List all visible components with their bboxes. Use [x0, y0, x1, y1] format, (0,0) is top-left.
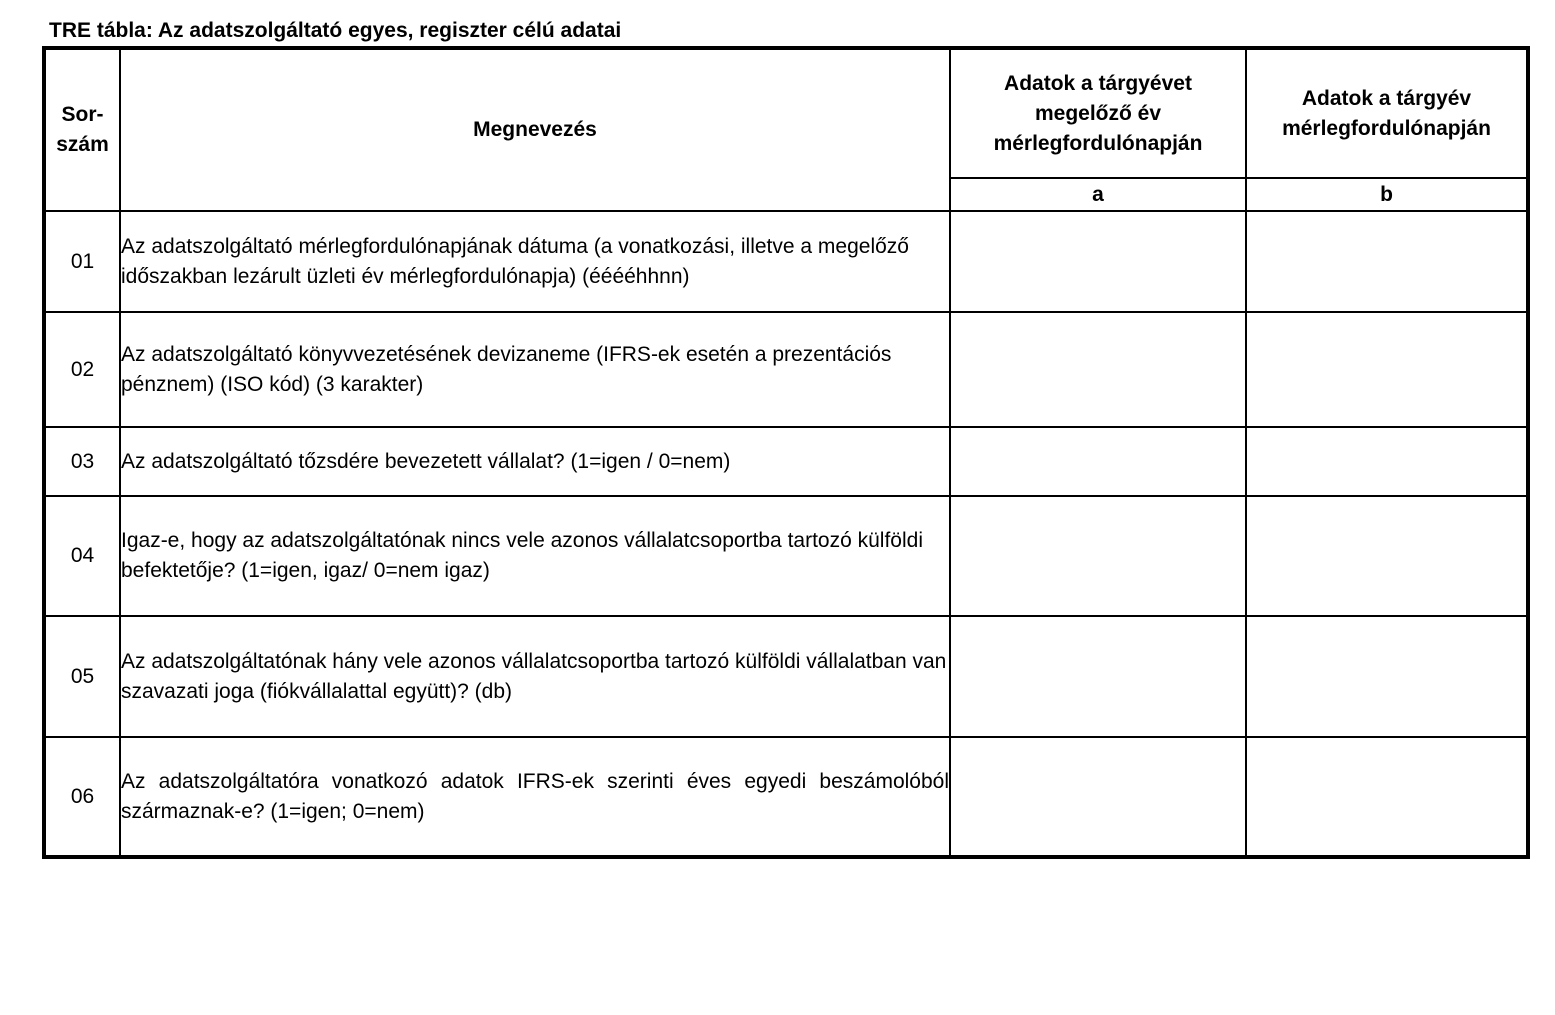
table-row — [44, 616, 1528, 737]
row-number: 01 — [44, 211, 120, 312]
row-description: Az adatszolgáltató tőzsdére bevezetett vállalat? (1=igen / 0=nem) — [120, 427, 950, 496]
row-value-a[interactable] — [950, 312, 1246, 427]
row-number: 02 — [44, 312, 120, 427]
col-b-code: b — [1246, 178, 1528, 211]
table-title: TRE tábla: Az adatszolgáltató egyes, regiszter célú adatai — [49, 19, 622, 42]
table-row — [44, 737, 1528, 857]
col-a-header-line1: Adatok a tárgyévet — [1004, 71, 1192, 95]
register-data-table — [42, 46, 1530, 859]
col-a-header — [950, 48, 1246, 178]
megnevezes-header: Megnevezés — [120, 48, 950, 211]
col-b-header — [1246, 48, 1528, 178]
row-number: 06 — [44, 737, 120, 857]
table-row — [44, 211, 1528, 312]
row-value-b[interactable] — [1246, 496, 1528, 616]
row-value-b[interactable] — [1246, 427, 1528, 496]
row-value-a[interactable] — [950, 616, 1246, 737]
table-row — [44, 496, 1528, 616]
row-description: Az adatszolgáltató könyvvezetésének devizaneme (IFRS-ek esetén a prezentációs pénznem) (ISO kód) (3 karakter) — [120, 312, 950, 427]
row-description: Az adatszolgáltatóra vonatkozó adatok IFRS-ek szerinti éves egyedi beszámolóból származnak-e? (1=igen; 0=nem) — [120, 737, 950, 857]
col-a-code: a — [950, 178, 1246, 211]
row-value-b[interactable] — [1246, 616, 1528, 737]
row-number: 04 — [44, 496, 120, 616]
row-value-b[interactable] — [1246, 211, 1528, 312]
row-value-a[interactable] — [950, 496, 1246, 616]
sorszam-header-line1: Sor- — [61, 103, 104, 126]
col-a-header-line2: megelőző év — [1034, 101, 1162, 125]
row-value-a[interactable] — [950, 737, 1246, 857]
row-number: 03 — [44, 427, 120, 496]
col-a-header-line3: mérlegfordulónapján — [993, 131, 1203, 155]
header-row — [44, 48, 1528, 178]
row-value-b[interactable] — [1246, 737, 1528, 857]
row-value-a[interactable] — [950, 427, 1246, 496]
sorszam-header-line2: szám — [56, 133, 109, 156]
row-number: 05 — [44, 616, 120, 737]
row-description: Az adatszolgáltató mérlegfordulónapjának dátuma (a vonatkozási, illetve a megelőző időszakban lezárult üzleti év mérlegfordulónapja) (ééééhhnn) — [120, 211, 950, 312]
row-description: Az adatszolgáltatónak hány vele azonos vállalatcsoportba tartozó külföldi vállalatban van szavazati joga (fiókvállalattal együtt)? (db) — [120, 616, 950, 737]
table-row — [44, 427, 1528, 496]
table-row — [44, 312, 1528, 427]
col-b-header-line2: mérlegfordulónapján — [1282, 116, 1491, 140]
row-description: Igaz-e, hogy az adatszolgáltatónak nincs vele azonos vállalatcsoportba tartozó külföldi befektetője? (1=igen, igaz/ 0=nem igaz) — [120, 496, 950, 616]
col-b-header-line1: Adatok a tárgyév — [1301, 86, 1472, 110]
row-value-a[interactable] — [950, 211, 1246, 312]
sorszam-header — [44, 48, 120, 211]
row-value-b[interactable] — [1246, 312, 1528, 427]
